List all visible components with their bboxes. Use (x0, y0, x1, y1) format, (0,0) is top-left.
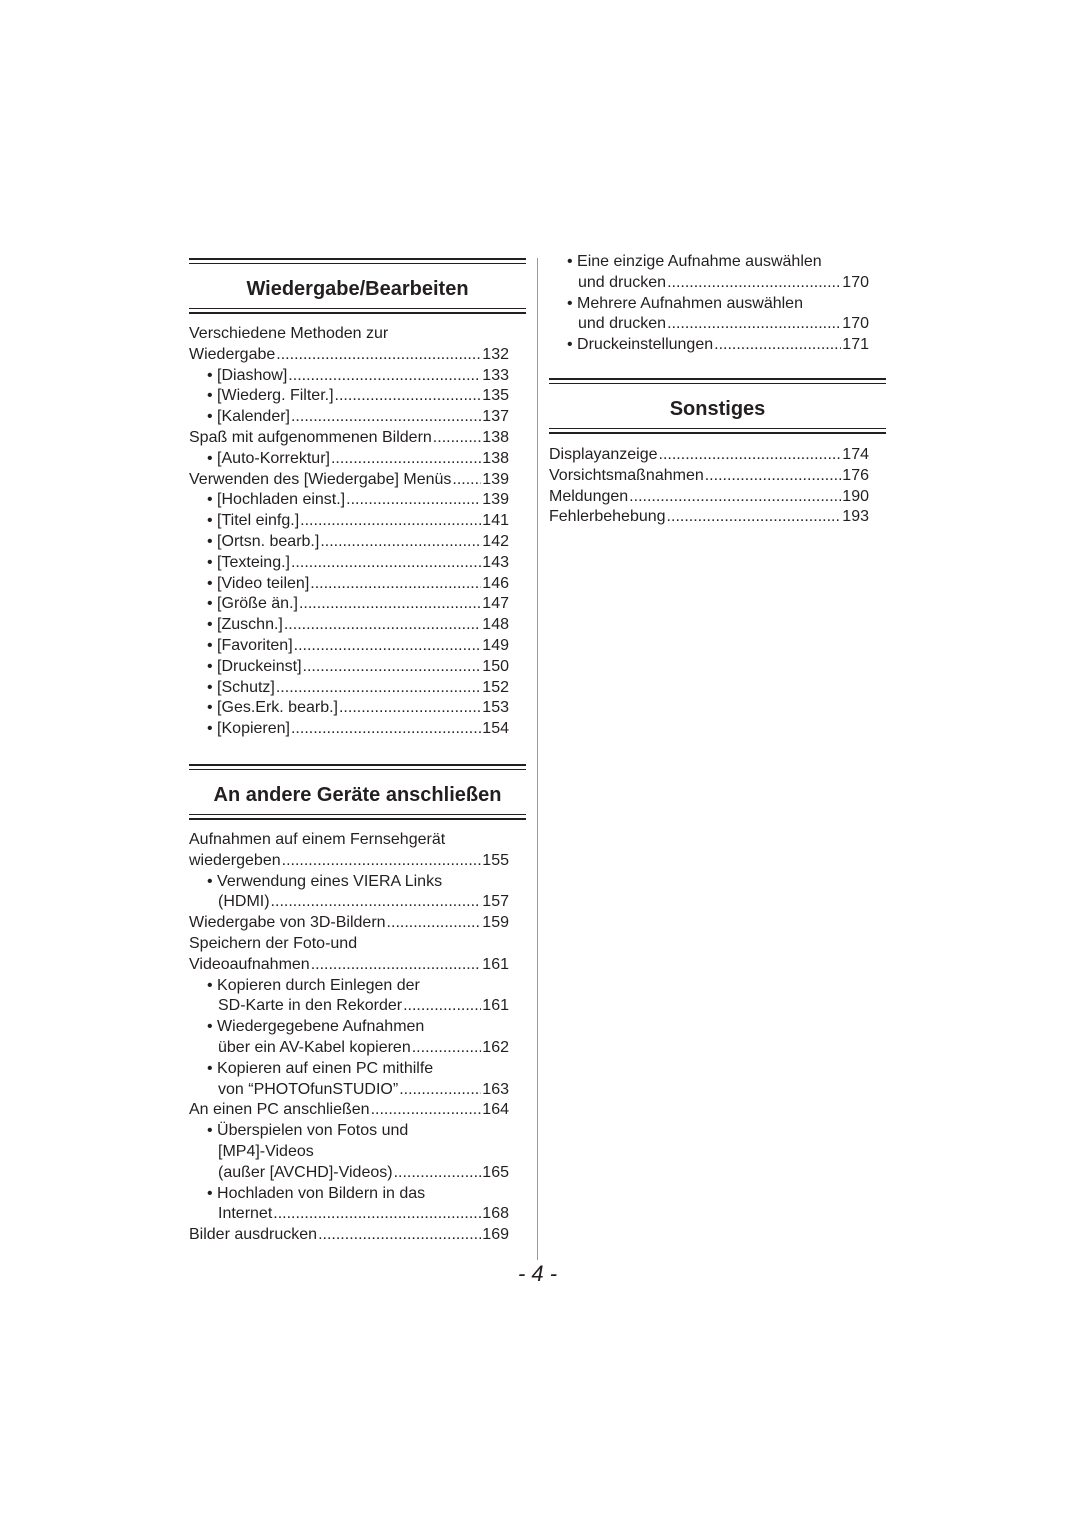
page-number: - 4 - (517, 1261, 558, 1286)
toc-entry[interactable]: Bilder ausdrucken ..... 169 (189, 1225, 509, 1246)
section-header-anschliessen (189, 764, 526, 820)
toc-entry[interactable]: SD-Karte in den Rekorder ..... 161 (189, 996, 509, 1017)
toc-entry[interactable]: Wiedergabe ..... 132 (189, 345, 509, 366)
toc-entry[interactable]: • [Ortsn. bearb.] ..... 142 (189, 532, 509, 553)
toc-entry[interactable]: Verschiedene Methoden zur (189, 325, 389, 342)
toc-entry[interactable]: • [Texteing.] ..... 143 (189, 553, 509, 574)
toc-entry[interactable]: • Kopieren auf einen PC mithilfe (207, 1059, 434, 1077)
toc-entry[interactable]: Wiedergabe von 3D-Bildern ..... 159 (189, 913, 509, 934)
toc-entry[interactable]: [MP4]-Videos (218, 1142, 314, 1160)
toc-entry[interactable]: und drucken ..... 170 (549, 314, 869, 335)
section-title-wiedergabe: Wiedergabe/Bearbeiten (246, 278, 469, 300)
toc-entry[interactable]: • [Größe än.] ..... 147 (189, 594, 509, 615)
toc-entry[interactable]: • Druckeinstellungen ..... 171 (549, 335, 869, 356)
column-divider (537, 258, 538, 1260)
toc-entry[interactable]: Videoaufnahmen ..... 161 (189, 955, 509, 976)
section-title-anschliessen: An andere Geräte anschließen (213, 784, 502, 806)
toc-entry[interactable]: von “PHOTOfunSTUDIO” ..... 163 (189, 1080, 509, 1101)
section-header-sonstiges (549, 378, 886, 434)
toc-entry[interactable]: Vorsichtsmaßnahmen ..... 176 (549, 466, 869, 487)
toc-entry[interactable]: • [Hochladen einst.] ..... 139 (189, 490, 509, 511)
toc-entry[interactable]: Fehlerbehebung ..... 193 (549, 507, 869, 528)
toc-entry[interactable]: • [Druckeinst] ..... 150 (189, 657, 509, 678)
toc-entry[interactable]: • [Schutz] ..... 152 (189, 678, 509, 699)
toc-entry[interactable]: Spaß mit aufgenommenen Bildern ..... 138 (189, 428, 509, 449)
toc-entry[interactable]: (außer [AVCHD]-Videos) ..... 165 (189, 1163, 509, 1184)
toc-entry[interactable]: • Überspielen von Fotos und (207, 1122, 409, 1140)
toc-entry[interactable]: Aufnahmen auf einem Fernsehgerät (189, 831, 446, 848)
toc-list-drucken (549, 252, 869, 356)
toc-entry[interactable]: Verwenden des [Wiedergabe] Menüs ..... 139 (189, 470, 509, 491)
toc-entry[interactable]: Meldungen ..... 190 (549, 487, 869, 508)
toc-entry[interactable]: • Wiedergegebene Aufnahmen (207, 1018, 425, 1036)
section-header-wiedergabe (189, 258, 526, 314)
toc-entry[interactable]: • [Wiederg. Filter.] ..... 135 (189, 386, 509, 407)
toc-entry[interactable]: • [Favoriten] ..... 149 (189, 636, 509, 657)
toc-list-anschliessen (189, 830, 509, 1246)
toc-entry[interactable]: • [Zuschn.] ..... 148 (189, 615, 509, 636)
toc-entry[interactable]: An einen PC anschließen ..... 164 (189, 1100, 509, 1121)
toc-entry[interactable]: Displayanzeige ..... 174 (549, 445, 869, 466)
section-title-sonstiges: Sonstiges (669, 398, 766, 420)
toc-entry[interactable]: • [Video teilen] ..... 146 (189, 574, 509, 595)
toc-entry[interactable]: Internet ..... 168 (189, 1204, 509, 1225)
toc-entry[interactable]: • Verwendung eines VIERA Links (207, 872, 443, 890)
toc-list-sonstiges (549, 445, 869, 528)
toc-entry[interactable]: • [Titel einfg.] ..... 141 (189, 511, 509, 532)
toc-list-wiedergabe (189, 324, 509, 740)
toc-entry[interactable]: Speichern der Foto-und (189, 934, 358, 952)
toc-entry[interactable]: • Hochladen von Bildern in das (207, 1184, 426, 1202)
toc-entry[interactable]: • [Diashow] ..... 133 (189, 366, 509, 387)
toc-entry[interactable]: • [Kopieren] ..... 154 (189, 719, 509, 740)
toc-entry[interactable]: • Kopieren durch Einlegen der (207, 976, 420, 994)
toc-entry[interactable]: • Eine einzige Aufnahme auswählen (567, 253, 822, 270)
toc-entry[interactable]: und drucken ..... 170 (549, 273, 869, 294)
toc-entry[interactable]: (HDMI) ..... 157 (189, 892, 509, 913)
toc-entry[interactable]: • [Kalender] ..... 137 (189, 407, 509, 428)
toc-entry[interactable]: über ein AV-Kabel kopieren ..... 162 (189, 1038, 509, 1059)
toc-entry[interactable]: • [Auto-Korrektur] ..... 138 (189, 449, 509, 470)
toc-entry[interactable]: • Mehrere Aufnahmen auswählen (567, 294, 803, 312)
toc-entry[interactable]: wiedergeben ..... 155 (189, 851, 509, 872)
toc-entry[interactable]: • [Ges.Erk. bearb.] ..... 153 (189, 698, 509, 719)
